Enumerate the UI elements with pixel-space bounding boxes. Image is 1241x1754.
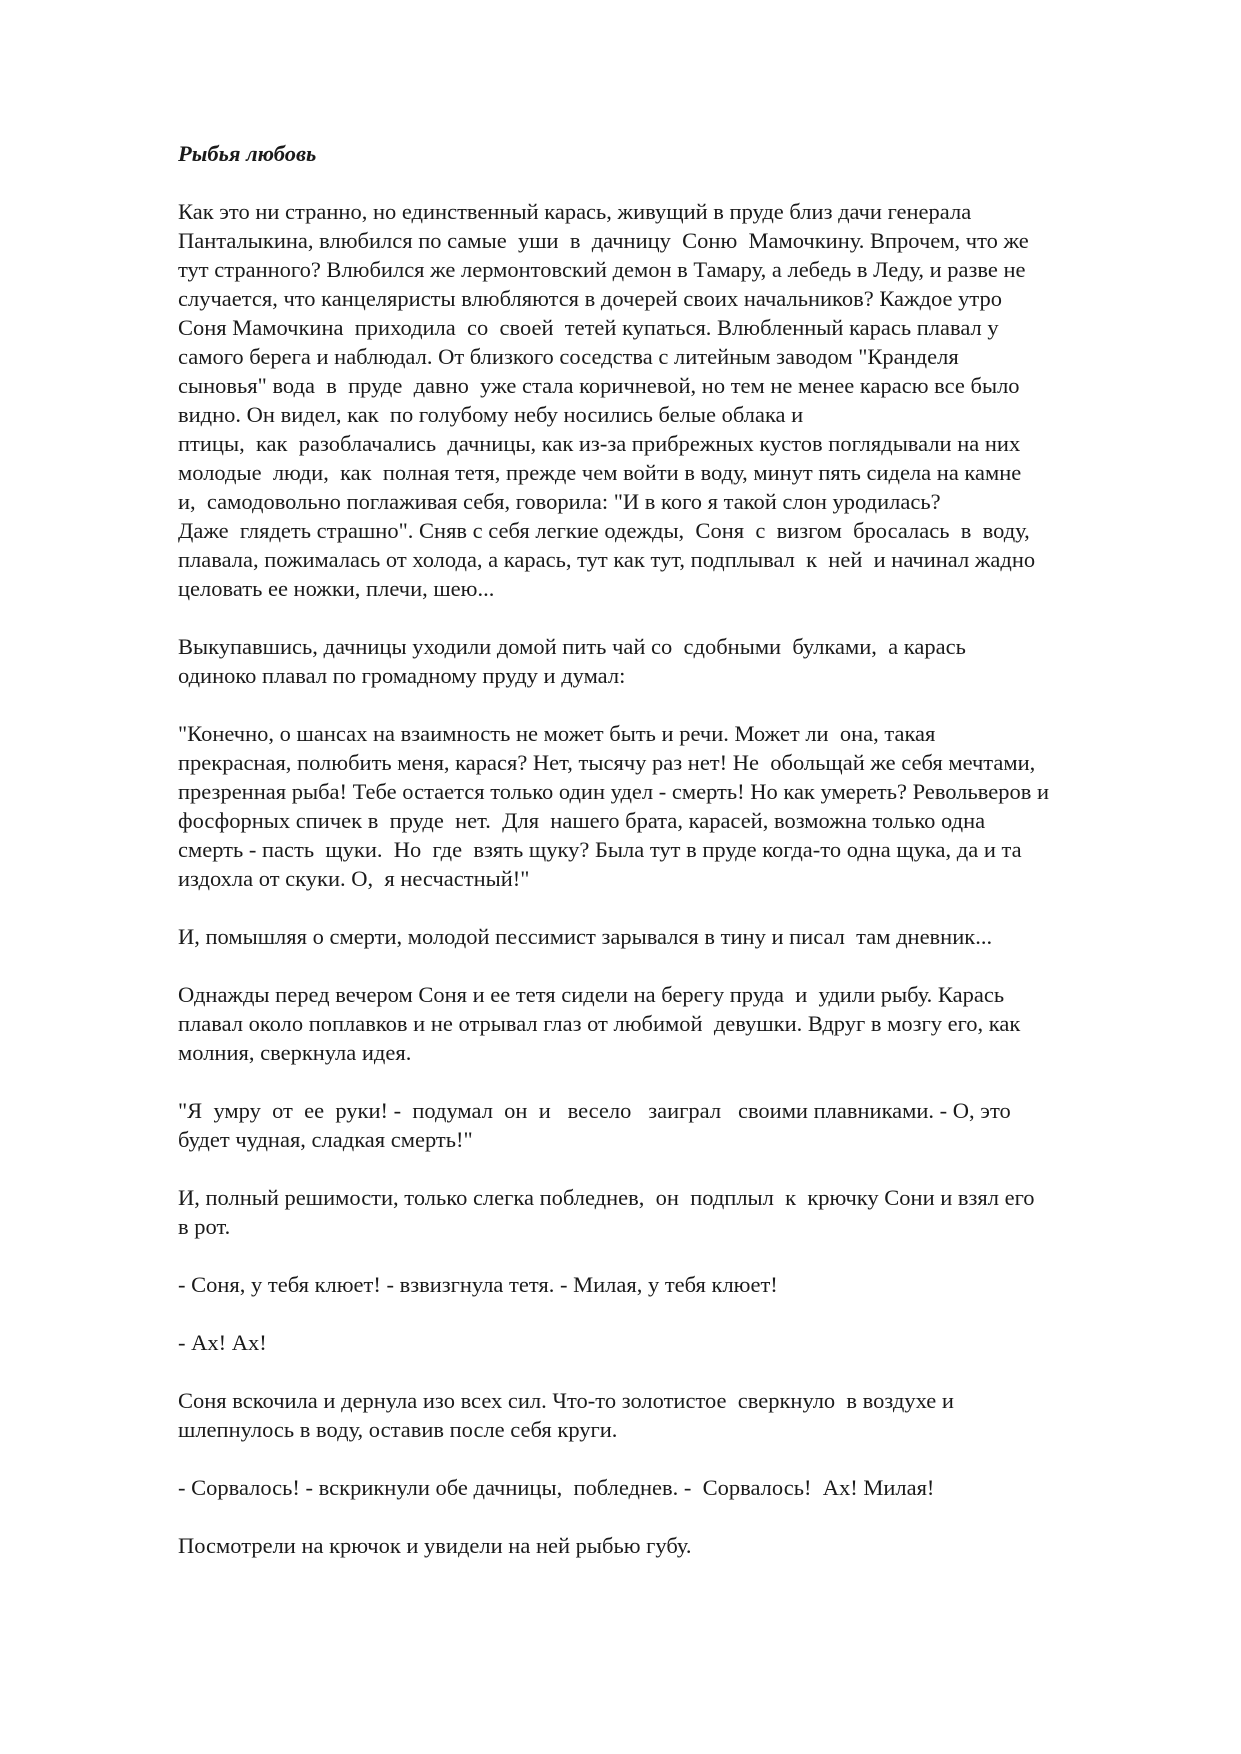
paragraph-7: И, полный решимости, только слегка побледнев, он подплыл к крючку Сони и взял его в рот. <box>178 1185 1035 1239</box>
paragraph-2: Выкупавшись, дачницы уходили домой пить чай со сдобными булками, а карась одиноко плавал по громадному пруду и думал: <box>178 634 966 688</box>
paragraph-1: Как это ни странно, но единственный карась, живущий в пруде близ дачи генерала Панталыкина, влюбился по самые уши в дачницу Соню Мамочкину. Впрочем, что же тут странного? Влюбился же лермонтовский демон в Тамару, а лебедь в Леду, и разве не случается, что канцеляристы влюбляются в дочерей своих начальников? Каждое утро Соня Мамочкина приходила со своей тетей купаться. Влюбленный карась плавал у самого берега и наблюдал. От близкого соседства с литейным заводом "Кранделя сыновья" вода в пруде давно уже стала коричневой, но тем не менее карасю все было видно. Он видел, как по голубому небу носились белые облака и птицы, как разоблачались дачницы, как из-за прибрежных кустов поглядывали на них молодые люди, как полная тетя, прежде чем войти в воду, минут пять сидела на камне и, самодовольно поглаживая себя, говорила: "И в кого я такой слон уродилась? Даже глядеть страшно". Сняв с себя легкие одежды, Соня с визгом бросалась в воду, плавала, пожималась от холода, а карась, тут как тут, подплывал к ней и начинал жадно целовать ее ножки, плечи, шею... <box>178 199 1036 601</box>
paragraph-10: Соня вскочила и дернула изо всех сил. Что-то золотистое сверкнуло в воздухе и шлепнулось в воду, оставив после себя круги. <box>178 1388 954 1442</box>
paragraph-12: Посмотрели на крючок и увидели на ней рыбью губу. <box>178 1533 692 1558</box>
paragraph-11: - Сорвалось! - вскрикнули обе дачницы, побледнев. - Сорвалось! Ах! Милая! <box>178 1475 935 1500</box>
paragraph-3: "Конечно, о шансах на взаимность не может быть и речи. Может ли она, такая прекрасная, полюбить меня, карася? Нет, тысячу раз нет! Не обольщай же себя мечтами, презренная рыба! Тебе остается только один удел - смерть! Но как умереть? Револьверов и фосфорных спичек в пруде нет. Для нашего брата, карасей, возможна только одна смерть - пасть щуки. Но где взять щуку? Была тут в пруде когда-то одна щука, да и та издохла от скуки. О, я несчастный!" <box>178 721 1049 891</box>
paragraph-6: "Я умру от ее руки! - подумал он и весело заиграл своими плавниками. - О, это будет чудная, сладкая смерть!" <box>178 1098 1011 1152</box>
story-title: Рыбья любовь <box>178 141 317 166</box>
paragraph-9: - Ах! Ах! <box>178 1330 267 1355</box>
paragraph-4: И, помышляя о смерти, молодой пессимист зарывался в тину и писал там дневник... <box>178 924 993 949</box>
paragraph-5: Однажды перед вечером Соня и ее тетя сидели на берегу пруда и удили рыбу. Карась плавал около поплавков и не отрывал глаз от любимой девушки. Вдруг в мозгу его, как молния, сверкнула идея. <box>178 982 1021 1065</box>
document-body <box>178 139 1178 1589</box>
paragraph-8: - Соня, у тебя клюет! - взвизгнула тетя. - Милая, у тебя клюет! <box>178 1272 778 1297</box>
